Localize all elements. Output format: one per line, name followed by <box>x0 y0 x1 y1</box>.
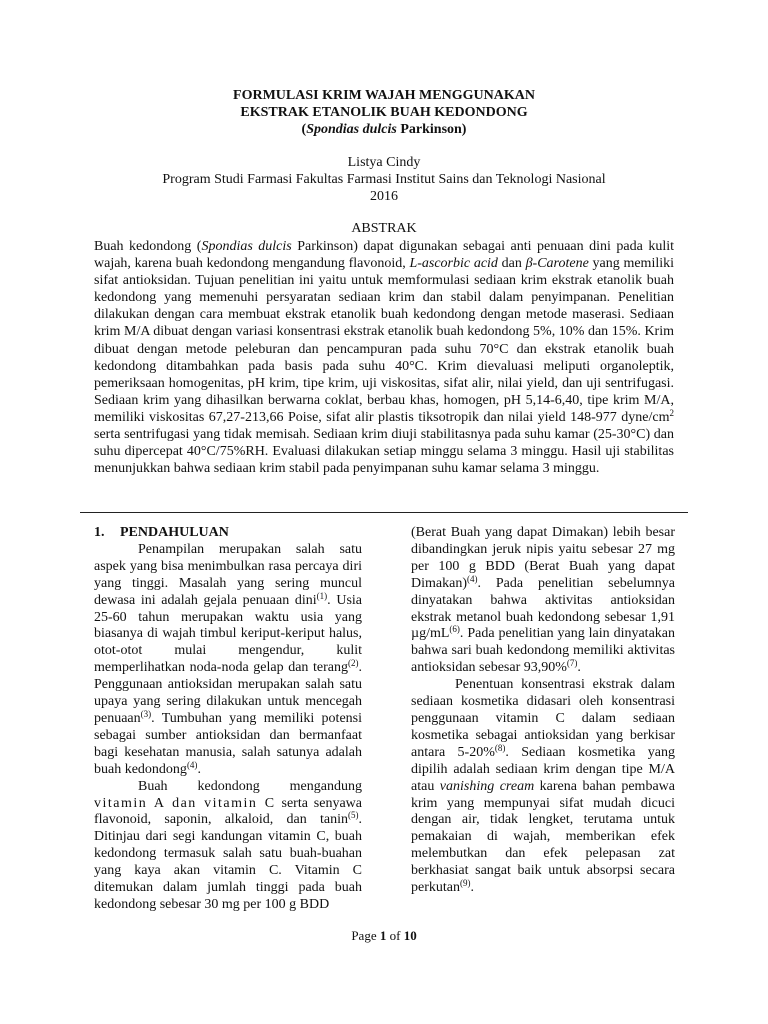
title-species-rest: Parkinson) <box>396 122 467 137</box>
body-text: . <box>197 761 201 777</box>
citation: (9) <box>459 878 471 889</box>
section-divider <box>80 512 688 513</box>
body-text: Buah kedondong mengandung <box>138 778 362 794</box>
body-text: . Pada penelitian sebelumnya dinyatakan bahwa aktivitas antioksidan ekstrak metanol buah kedondong sebesar 1,91 µg/mL <box>411 575 675 642</box>
body-text: . Usia 25-60 tahun merupakan waktu usia yang biasanya di wajah timbul keriput-keriput halus, otot-otot mulai mengendur, kulit memperlihatkan noda-noda gelap dan terang <box>94 592 362 676</box>
abstract-text: Parkinson) dapat digunakan sebagai anti penuaan dini pada kulit wajah, karena buah kedondong mengandung flavonoid, <box>94 239 674 272</box>
body-text: serta senyawa flavonoid, saponin, alkaloid, dan tanin <box>94 795 362 828</box>
citation: (6) <box>449 624 460 635</box>
body-text: . <box>470 880 474 896</box>
body-term: vanishing cream <box>439 778 535 794</box>
author-name: Listya Cindy <box>347 155 421 170</box>
abstract-term: L-ascorbic acid <box>409 256 498 272</box>
citation: (4) <box>186 759 198 770</box>
paragraph-2 <box>411 525 675 677</box>
footer-total-pages: 10 <box>403 928 417 943</box>
title-species: Spondias dulcis <box>306 122 397 137</box>
citation: (3) <box>140 708 152 719</box>
affiliation: Program Studi Farmasi Fakultas Farmasi Institut Sains dan Teknologi Nasional <box>162 172 606 187</box>
body-text: . Sediaan kosmetika yang dipilih adalah sediaan krim dengan tipe M/A atau <box>411 744 675 794</box>
title-line-1: FORMULASI KRIM WAJAH MENGGUNAKAN <box>233 88 535 103</box>
abstract-body <box>94 238 674 477</box>
abstract-text: yang memiliki sifat antioksidan. Tujuan penelitian ini yaitu untuk memformulasi sediaan krim ekstrak etanolik buah kedondong yang memenuhi persyaratan sediaan krim dan stabil dalam penyimpanan. Penelitian dilakukan dengan cara membuat ekstrak etanolik buah kedondong dengan metode maserasi. Sediaan krim M/A dibuat dengan variasi konsentrasi ekstrak etanolik buah kedondong 5%, 10% dan 15%. Krim dibuat dengan metode peleburan dan pencampuran pada suhu 70°C dan ekstrak etanolik buah kedondong ditambahkan pada basis pada suhu 40°C. Krim dievaluasi meliputi organoleptik, pemeriksaan homogenitas, pH krim, tipe krim, uji viskositas, sifat alir, nilai yield, dan uji sentrifugasi. Sediaan krim yang dihasilkan berwarna coklat, berbau khas, homogen, pH 5,14-6,40, tipe krim M/A, memiliki viskositas 67,27-213,66 Poise, sifat alir plastis tiksotropik dan nilai yield 148-977 dyne/cm <box>94 256 674 425</box>
paragraph-2 <box>94 779 362 914</box>
title-line-2: EKSTRAK ETANOLIK BUAH KEDONDONG <box>240 105 528 120</box>
body-text: (Berat Buah yang dapat Dimakan) lebih besar dibandingkan jeruk nipis yaitu sebesar 27 mg per 100 g BDD (Berat Buah yang dapat Dimakan) <box>411 525 675 591</box>
abstract-text: Buah kedondong ( <box>94 239 202 254</box>
left-column <box>94 525 362 914</box>
page-footer <box>0 928 768 944</box>
publication-year: 2016 <box>370 189 398 204</box>
paragraph-1 <box>94 542 362 779</box>
body-text: Penampilan merupakan salah satu aspek yang bisa menimbulkan rasa percaya diri yang tinggi. Masalah yang sering muncul dewasa ini adalah gejala penuaan dini <box>94 541 362 608</box>
abstract-superscript: 2 <box>669 407 674 418</box>
section-heading <box>94 525 362 542</box>
body-text: . Tumbuhan yang memiliki potensi sebagai sumber antioksidan dan bermanfaat bagi kesehatan manusia, salah satunya adalah buah kedondong <box>94 710 362 777</box>
right-column <box>411 525 675 897</box>
section-title: PENDAHULUAN <box>120 525 229 540</box>
body-text: . Penggunaan antioksidan merupakan salah satu upaya yang sering dilakukan untuk mencegah penuaan <box>94 660 362 726</box>
body-text: vitamin A dan vitamin C <box>94 795 276 811</box>
citation: (7) <box>566 658 578 669</box>
abstract-heading: ABSTRAK <box>351 221 417 236</box>
title-paren-open: ( <box>301 122 307 137</box>
citation: (2) <box>348 658 359 669</box>
abstract-text: dan <box>497 256 526 272</box>
abstract-term: β-Carotene <box>525 256 589 272</box>
section-number: 1. <box>94 525 105 540</box>
citation: (4) <box>466 573 478 584</box>
body-text: karena bahan pembawa krim yang mempunyai sifat mudah dicuci dengan air, tidak lengket, terutama untuk pemakaian di wajah, memberikan efek melembutkan dan efek pelepasan zat berkhasiat sangat baik untuk absorpsi secara perkutan <box>411 778 675 896</box>
footer-of: of <box>386 928 404 943</box>
citation: (5) <box>348 810 359 821</box>
body-text: . Ditinjau dari segi kandungan vitamin C, buah kedondong termasuk salah satu buah-buahan yang kaya akan vitamin C. Vitamin C ditemukan dalam jumlah tinggi pada buah kedondong sebesar 30 mg per 100 g BDD <box>94 812 362 912</box>
paragraph-3 <box>411 677 675 897</box>
citation: (8) <box>494 742 506 753</box>
abstract-text: serta sentrifugasi yang tidak memisah. Sediaan krim diuji stabilitasnya pada suhu kamar (25-30°C) dan suhu dipercepat 40°C/75%RH. Evaluasi dilakukan setiap minggu selama 3 minggu. Hasil uji stabilitas menunjukkan bahwa sediaan krim stabil pada penyimpanan suhu kamar selama 3 minggu. <box>94 427 674 477</box>
abstract-species: Spondias dulcis <box>201 239 292 254</box>
body-text: Penentuan konsentrasi ekstrak dalam sediaan kosmetika didasari oleh konsentrasi penggunaan vitamin C dalam sediaan kosmetika sebagai antioksidan yang berkisar antara 5-20% <box>411 677 675 760</box>
citation: (1) <box>316 590 328 601</box>
body-text: . Pada penelitian yang lain dinyatakan bahwa sari buah kedondong memiliki aktivitas antioksidan sebesar 93,90% <box>411 626 675 676</box>
body-text: . <box>577 660 581 676</box>
title-line-3 <box>0 122 768 138</box>
footer-current-page: 1 <box>379 928 387 943</box>
footer-prefix: Page <box>351 928 380 943</box>
